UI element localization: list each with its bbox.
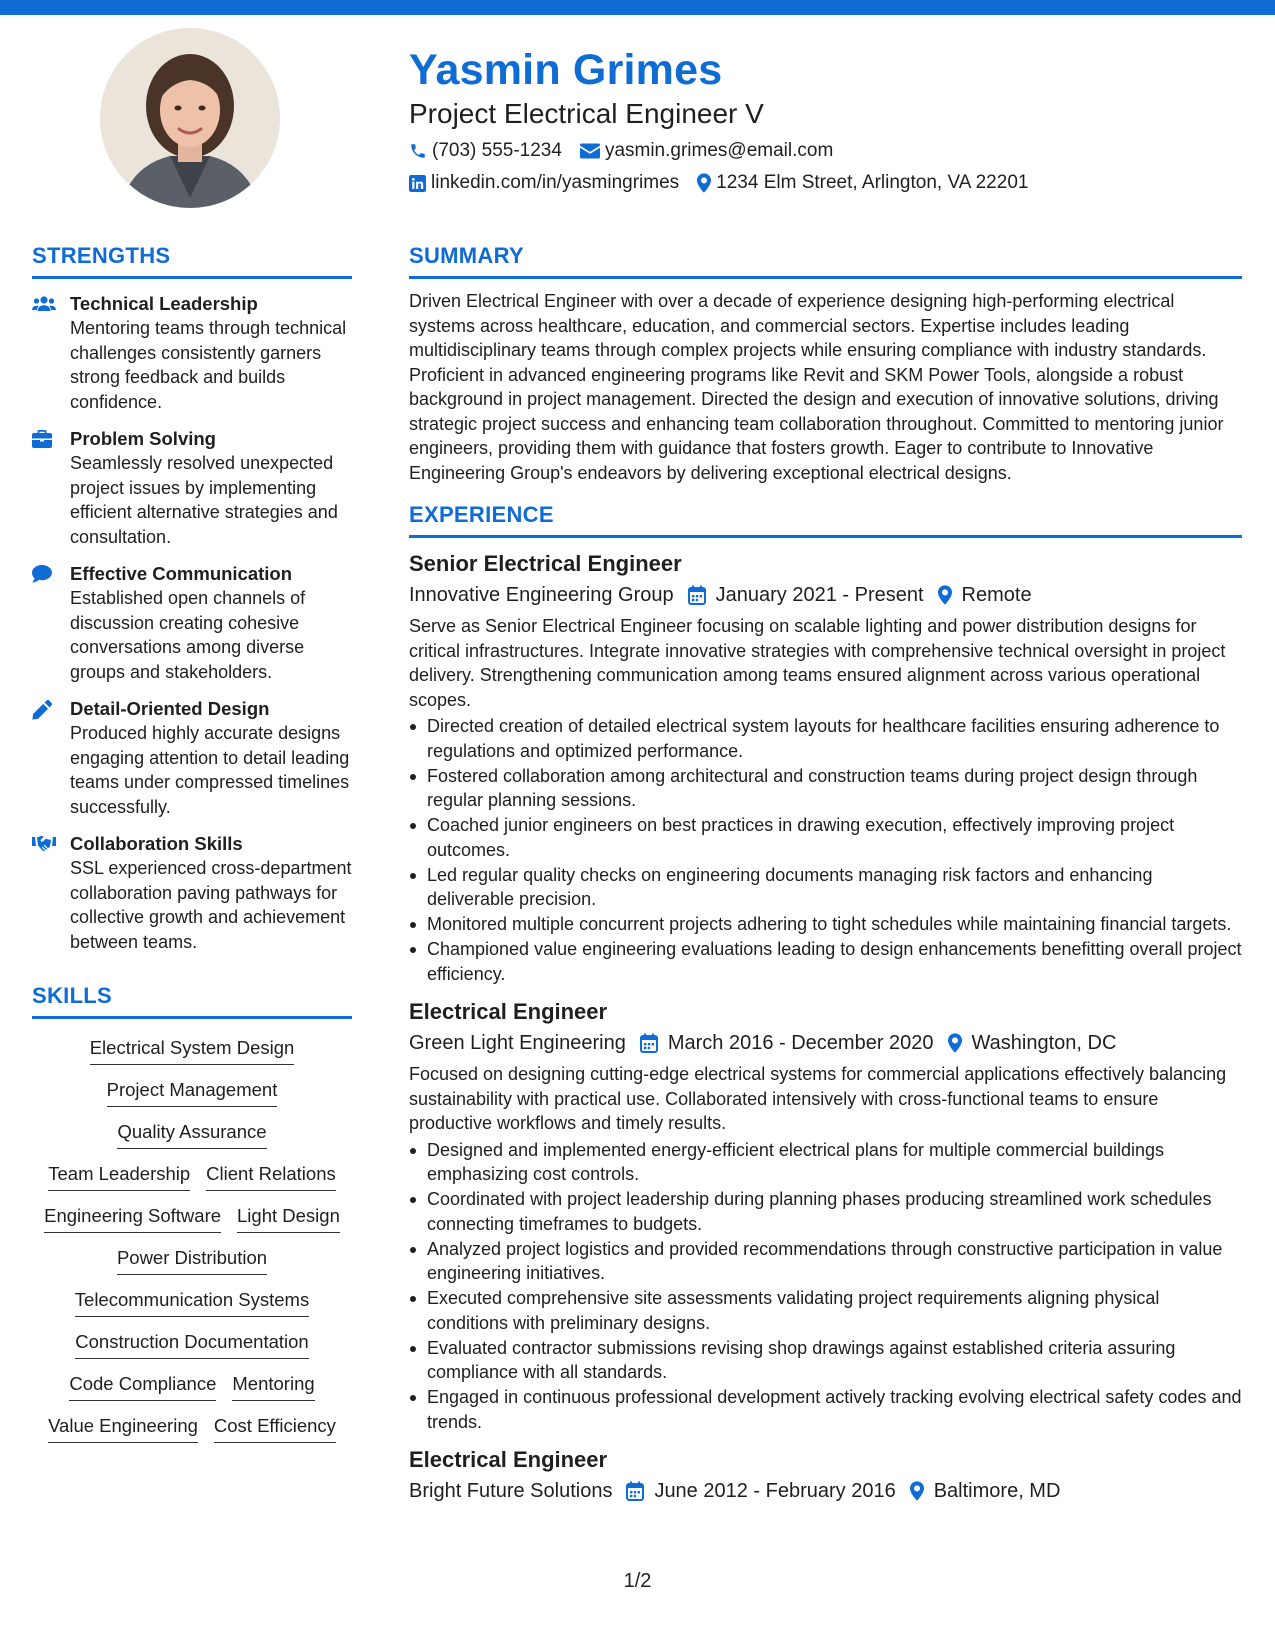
bullet-item: Executed comprehensive site assessments validating project requirements aligning physical conditions with preliminary designs. (409, 1286, 1242, 1335)
skill-row (32, 1329, 352, 1359)
dates-text: January 2021 - Present (715, 584, 924, 606)
avatar (100, 28, 280, 208)
skills-section (32, 982, 352, 1443)
calendar-icon (688, 585, 706, 605)
skill-tag: Quality Assurance (117, 1119, 266, 1149)
skill-row (32, 1077, 352, 1107)
map-pin-icon (910, 1481, 924, 1501)
job-dates (626, 1476, 895, 1506)
bullet-item: Evaluated contractor submissions revising shop drawings against established criteria assuring compliance with all standards. (409, 1336, 1242, 1385)
strength-title: Effective Communication (70, 563, 293, 584)
strength-desc: Produced highly accurate designs engaging attention to detail leading teams under compressed timelines successfully. (70, 723, 350, 817)
company (409, 1028, 626, 1058)
comment-icon (32, 565, 52, 583)
strength-item (32, 696, 352, 819)
email-text: yasmin.grimes@email.com (604, 140, 834, 161)
bullet-item: Designed and implemented energy-efficient electrical plans for multiple commercial buildings emphasizing cost controls. (409, 1138, 1242, 1187)
map-pin-icon (938, 585, 952, 605)
person-name: Yasmin Grimes (409, 46, 723, 94)
pencil-icon (32, 700, 52, 720)
strength-item (32, 831, 352, 954)
bullet-item: Fostered collaboration among architectural and construction teams during project design through regular planning sessions. (409, 764, 1242, 813)
location-text: Baltimore, MD (933, 1480, 1061, 1502)
skill-tag: Client Relations (206, 1161, 336, 1191)
calendar-icon (626, 1481, 644, 1501)
calendar-icon (640, 1033, 658, 1053)
contact-row-2 (409, 167, 1249, 199)
map-pin-icon (697, 173, 711, 193)
job-title: Project Electrical Engineer V (409, 98, 764, 129)
strength-title: Technical Leadership (70, 293, 258, 314)
skills-heading: SKILLS (32, 982, 352, 1019)
experience-section (409, 501, 1242, 1506)
address-contact (697, 168, 1028, 198)
dates-text: March 2016 - December 2020 (667, 1032, 934, 1054)
job-title: Senior Electrical Engineer (409, 551, 682, 576)
bullet-item: Directed creation of detailed electrical system layouts for healthcare facilities ensuring adherence to regulations and optimized performance. (409, 714, 1242, 763)
skill-row (32, 1203, 352, 1233)
strength-title: Problem Solving (70, 428, 216, 449)
strength-desc: SSL experienced cross-department collaboration paving pathways for collective growth and achievement between teams. (70, 858, 352, 952)
job-bullets (409, 714, 1242, 986)
linkedin-text: linkedin.com/in/yasmingrimes (431, 172, 680, 193)
phone-icon (409, 142, 427, 160)
skills-list (32, 1019, 352, 1443)
bullet-item: Championed value engineering evaluations leading to design enhancements benefitting overall project efficiency. (409, 937, 1242, 986)
top-accent-bar (0, 0, 1275, 15)
envelope-icon (580, 143, 600, 159)
strengths-heading: STRENGTHS (32, 242, 352, 279)
company-name: Green Light Engineering (409, 1032, 626, 1054)
skill-row (32, 1371, 352, 1401)
location-text: Washington, DC (971, 1032, 1117, 1054)
company-name: Bright Future Solutions (409, 1480, 613, 1502)
job-entry (409, 998, 1242, 1434)
summary-text: Driven Electrical Engineer with over a decade of experience designing high-performing electrical systems across healthcare, education, and commercial sectors. Expertise includes leading multidisciplinary teams through complex projects while ensuring compliance with industry standards. Proficient in advanced engineering programs like Revit and SKM Power Tools, alongside a robust background in project management. Directed the design and execution of innovative solutions, driving strategic project success and enhancing team collaboration throughout. Committed to mentoring junior engineers, providing them with guidance that fosters growth. Eager to contribute to Innovative Engineering Group's endeavors by delivering exceptional electrical designs. (409, 291, 1224, 483)
skill-row (32, 1413, 352, 1443)
skill-tag: Value Engineering (48, 1413, 198, 1443)
strength-item (32, 291, 352, 414)
skill-tag: Cost Efficiency (214, 1413, 336, 1443)
company (409, 1476, 612, 1506)
job-title: Electrical Engineer (409, 1447, 608, 1472)
job-location (910, 1476, 1061, 1506)
dates-text: June 2012 - February 2016 (654, 1480, 896, 1502)
skill-row (32, 1161, 352, 1191)
skill-tag: Team Leadership (48, 1161, 190, 1191)
strength-desc: Seamlessly resolved unexpected project issues by implementing efficient alternative strategies and consultation. (70, 453, 338, 547)
job-entry (409, 550, 1242, 986)
job-dates (640, 1028, 934, 1058)
job-description: Serve as Senior Electrical Engineer focusing on scalable lighting and power distribution designs for critical infrastructures. Integrate innovative strategies with comprehensive technical oversight in project delivery. Strengthening communication among teams ensured alignment across various operational scopes. (409, 616, 1226, 710)
company (409, 580, 674, 610)
bullet-item: Coached junior engineers on best practices in drawing execution, effectively improving project outcomes. (409, 813, 1242, 862)
strength-desc: Mentoring teams through technical challenges consistently garners strong feedback and builds confidence. (70, 318, 347, 412)
job-location (948, 1028, 1117, 1058)
users-icon (32, 295, 56, 313)
map-pin-icon (948, 1033, 962, 1053)
bullet-item: Monitored multiple concurrent projects adhering to tight schedules while maintaining financial targets. (409, 912, 1242, 937)
strength-item (32, 561, 352, 684)
email-contact[interactable] (580, 136, 833, 166)
bullet-item: Engaged in continuous professional development actively tracking evolving electrical safety codes and trends. (409, 1385, 1242, 1434)
bullet-item: Led regular quality checks on engineering documents managing risk factors and enhancing deliverable precision. (409, 863, 1242, 912)
briefcase-icon (32, 430, 52, 448)
skill-tag: Project Management (107, 1077, 278, 1107)
skill-tag: Engineering Software (44, 1203, 221, 1233)
job-meta (409, 1476, 1242, 1506)
skill-row (32, 1287, 352, 1317)
strength-desc: Established open channels of discussion creating cohesive conversations among diverse groups and stakeholders. (70, 588, 306, 682)
skill-tag: Power Distribution (117, 1245, 267, 1275)
bullet-item: Coordinated with project leadership during planning phases producing streamlined work schedules connecting timeframes to budgets. (409, 1187, 1242, 1236)
job-bullets (409, 1138, 1242, 1435)
skill-tag: Electrical System Design (90, 1035, 295, 1065)
skill-row (32, 1245, 352, 1275)
job-dates (688, 580, 924, 610)
job-meta (409, 580, 1242, 610)
experience-heading: EXPERIENCE (409, 501, 1242, 538)
left-column (32, 242, 352, 1443)
resume-header (409, 44, 1249, 199)
handshake-icon (32, 835, 56, 851)
strength-title: Collaboration Skills (70, 833, 243, 854)
strength-title: Detail-Oriented Design (70, 698, 270, 719)
phone-contact[interactable] (409, 136, 562, 166)
job-title: Electrical Engineer (409, 999, 608, 1024)
job-entry (409, 1446, 1242, 1506)
summary-heading: SUMMARY (409, 242, 1242, 279)
skill-tag: Telecommunication Systems (75, 1287, 309, 1317)
linkedin-icon (409, 175, 426, 192)
job-list (409, 550, 1242, 1506)
skill-tag: Code Compliance (69, 1371, 216, 1401)
address-text: 1234 Elm Street, Arlington, VA 22201 (716, 172, 1029, 193)
linkedin-contact[interactable] (409, 168, 679, 198)
skill-tag: Construction Documentation (75, 1329, 308, 1359)
skill-row (32, 1119, 352, 1149)
right-column (409, 242, 1242, 1506)
phone-text: (703) 555-1234 (432, 140, 562, 161)
job-meta (409, 1028, 1242, 1058)
location-text: Remote (961, 584, 1032, 606)
contact-row-1 (409, 135, 1249, 167)
job-description: Focused on designing cutting-edge electrical systems for commercial applications effectively balancing sustainability with practical use. Collaborated intensively with cross-functional teams to ensure productive workflows and timely results. (409, 1064, 1227, 1133)
skill-tag: Light Design (237, 1203, 340, 1233)
bullet-item: Analyzed project logistics and provided recommendations through constructive participation in value engineering initiatives. (409, 1237, 1242, 1286)
skill-row (32, 1035, 352, 1065)
strength-item (32, 426, 352, 549)
page-number: 1/2 (623, 1570, 652, 1592)
job-location (938, 580, 1032, 610)
skill-tag: Mentoring (232, 1371, 314, 1401)
company-name: Innovative Engineering Group (409, 584, 674, 606)
